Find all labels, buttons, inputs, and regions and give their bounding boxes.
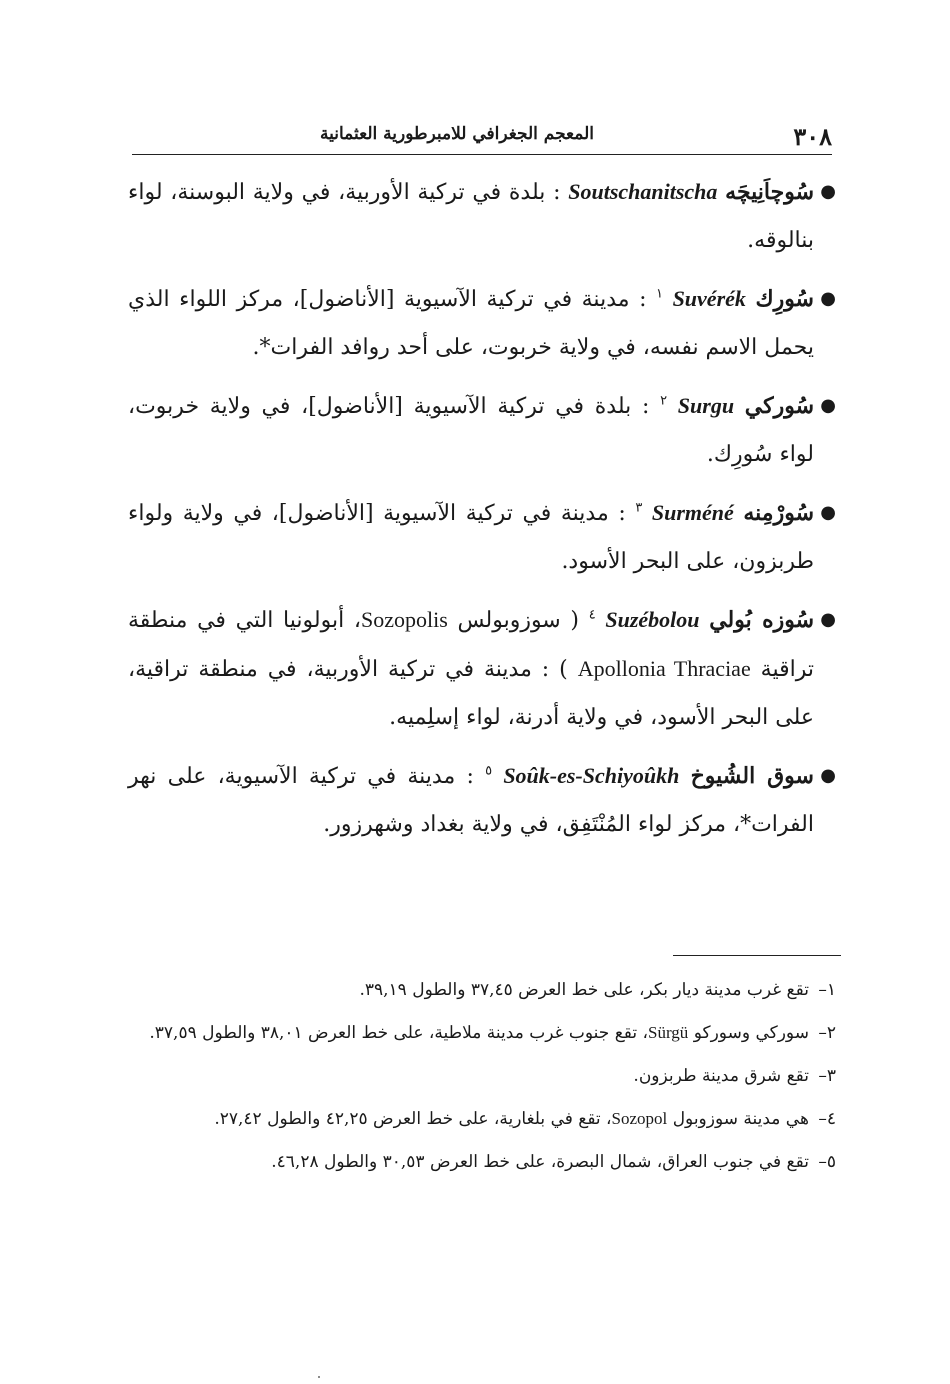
entry-soutschanitscha [128,168,836,265]
page-header [132,118,832,155]
bullet-icon: ● [820,502,836,523]
footnote-text-part: ، تقع في بلغارية، على خط العرض ٤٢,٢٥ والطول ٢٧,٤٢. [214,1109,612,1129]
entry-title-arabic: سوق الشُيوخ [690,763,814,789]
footnote-number: ٤– [818,1109,836,1129]
entry-title-latin: Surméné [651,500,734,525]
footnote-marker: ١ [656,286,664,302]
footnote-text-part: ، تقع جنوب غرب مدينة ملاطية، على خط العرض ٣٨,٠١ والطول ٣٧,٥٩. [149,1023,648,1043]
entry-title-arabic: سُوزه بُولي [709,607,815,633]
page-number: ٣٠٨ [793,122,832,151]
footnote-5 [128,1144,836,1180]
footnote-marker: ٤ [588,607,596,623]
footnote-text-part: هي مدينة سوزوبول [672,1109,809,1129]
footnote-separator [673,955,841,956]
footnote-marker: ٣ [635,500,643,516]
latin-name: Sozopolis [360,607,448,632]
entry-text-part: ( سوزوبولس [457,608,579,633]
entry-text: : مدينة في تركية الآسيوية [الأناضول]، في ولاية ولواء طربزون، على البحر الأسود. [128,501,814,574]
footnote-text: تقع في جنوب العراق، شمال البصرة، على خط العرض ٣٠,٥٣ والطول ٤٦,٢٨. [271,1152,809,1172]
footnote-text-part: سوركي وسوركو [693,1023,809,1043]
entry-text: : بلدة في تركية الأوربية، في ولاية البوسنة، لواء بنالوقه. [128,180,814,253]
entry-title-arabic: سُوچاَنِيچَه [725,179,815,205]
entries-list [128,168,836,859]
scan-speck [318,1376,320,1378]
entry-suzebolou [128,596,836,742]
latin-name: Sozopol [611,1109,668,1128]
latin-name: Sürgü [648,1023,689,1042]
entry-title-latin: Suzébolou [605,607,700,632]
entry-text-part: ) : مدينة في تركية الأوربية، في منطقة تراقية، على البحر الأسود، في ولاية أدرنة، لواء إسلِميه. [128,657,814,730]
entry-surgu [128,382,836,479]
footnote-text: تقع غرب مدينة ديار بكر، على خط العرض ٣٧,٤٥ والطول ٣٩,١٩. [359,980,809,1000]
bullet-icon: ● [820,181,836,202]
entry-title-latin: Surgu [677,393,735,418]
footnote-marker: ٢ [660,393,668,409]
bullet-icon: ● [820,609,836,630]
footnote-marker: ٥ [485,763,493,779]
latin-name: Apollonia Thraciae [577,656,751,681]
entry-title-arabic: سُوركي [744,393,815,419]
footnote-3 [128,1058,836,1094]
entry-title-arabic: سُورْمِنه [743,500,815,526]
bullet-icon: ● [820,765,836,786]
entry-title-latin: Suvérék [672,286,746,311]
entry-title-arabic: سُورِك [755,286,814,312]
entry-text: : مدينة في تركية الآسيوية [الأناضول]، مركز اللواء الذي يحمل الاسم نفسه، في ولاية خربوت، على أحد روافد الفرات*. [128,287,814,360]
footnote-2 [128,1015,836,1051]
footnote-4 [128,1101,836,1137]
entry-surmene [128,489,836,586]
entry-souk-es-schiyoukh [128,752,836,849]
footnote-text: تقع شرق مدينة طربزون. [633,1066,809,1086]
bullet-icon: ● [820,288,836,309]
entry-text: : بلدة في تركية الآسيوية [الأناضول]، في ولاية خربوت، لواء سُورِك. [128,394,814,467]
entry-title-latin: Soûk-es-Schiyoûkh [503,763,680,788]
bullet-icon: ● [820,395,836,416]
footnote-1 [128,972,836,1008]
footnote-number: ٥– [818,1152,836,1172]
footnotes [128,972,836,1187]
running-title: المعجم الجغرافي للامبرطورية العثمانية [320,124,594,144]
footnote-number: ١– [818,980,836,1000]
footnote-number: ٢– [818,1023,836,1043]
entry-text: : مدينة في تركية الآسيوية، على نهر الفرات*، مركز لواء المُنْتَفِق، في ولاية بغداد وشهرزور. [128,764,814,837]
entry-text-part: ، أبولونيا التي في منطقة تراقية [128,608,814,682]
entry-suverek [128,275,836,372]
footnote-number: ٣– [818,1066,836,1086]
entry-title-latin: Soutschanitscha [568,179,718,204]
